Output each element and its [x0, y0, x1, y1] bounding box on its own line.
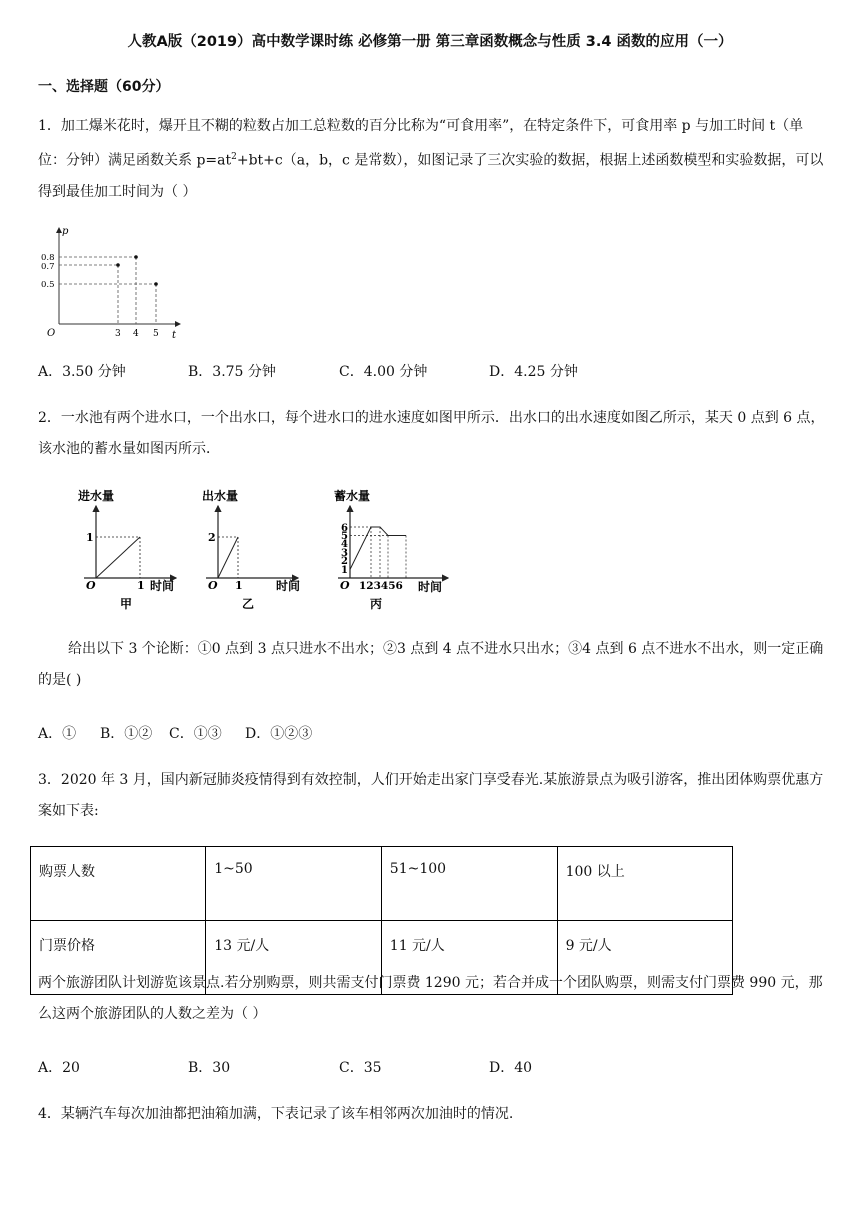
question-4-text: 4．某辆汽车每次加油都把油箱加满，下表记录了该车相邻两次加油时的情况. [38, 1106, 514, 1122]
q2-figure-jia [78, 486, 188, 616]
option-b[interactable]: B．30 [188, 1060, 231, 1076]
q1-graph [38, 224, 188, 344]
y-tick-label: 0.5 [41, 280, 55, 290]
data-point-5 [154, 282, 158, 286]
data-point-4 [134, 255, 138, 259]
option-d[interactable]: D．4.25 分钟 [489, 364, 578, 380]
section-heading: 一、选择题（60分） [38, 79, 170, 95]
svg-text:O: O [340, 579, 350, 592]
q3-followup: 两个旅游团队计划游览该景点.若分别购票，则共需支付门票费 1290 元；若合并成一个团队购票，则需支付门票费 990 元，那么这两个旅游团队的人数之差为（ ） [38, 975, 823, 1022]
option-b[interactable]: B．①② [100, 726, 153, 742]
fig-ylabel: 出水量 [202, 489, 239, 503]
table-cell: 9 元/人 [557, 921, 732, 995]
table-cell: 100 以上 [557, 847, 732, 921]
question-1-text: 1．加工爆米花时，爆开且不糊的粒数占加工总粒数的百分比称为“可食用率”，在特定条件下，可食用率 p 与加工时间 t（单位：分钟）满足函数关系 $p=at^2+bt+c(a$，b，c 是常数），如图记录了三次实验的数据，根据上述函数模型和实验数据，可以得到最佳加工时间为（ ） [38, 118, 824, 200]
option-a[interactable]: A．3.50 分钟 [38, 364, 126, 380]
y-tick-label: 0.8 [41, 253, 55, 263]
svg-text:1: 1 [235, 579, 243, 592]
q2-statement: 给出以下 3 个论断：①0 点到 3 点只进水不出水；②3 点到 4 点不进水只出水；③4 点到 6 点不进水不出水，则一定正确的是( ) [38, 641, 824, 688]
q2-figure-yi [200, 486, 310, 616]
y-axis-label: p [62, 226, 69, 237]
question-3-text: 3．2020 年 3 月，国内新冠肺炎疫情得到有效控制，人们开始走出家门享受春光.某旅游景点为吸引游客，推出团体购票优惠方案如下表: [38, 772, 824, 819]
svg-text:6: 6 [341, 523, 348, 534]
table-cell: 1~50 [206, 847, 382, 921]
x-tick-label: 3 [115, 329, 121, 339]
option-a[interactable]: A．20 [38, 1060, 80, 1076]
option-a[interactable]: A．① [38, 726, 77, 742]
svg-text:1: 1 [137, 579, 145, 592]
x-tick-label: 5 [153, 329, 159, 339]
svg-text:O: O [86, 579, 96, 592]
svg-text:1: 1 [341, 565, 348, 576]
svg-text:5: 5 [341, 531, 348, 542]
q1-options [38, 361, 828, 383]
svg-text:1: 1 [86, 531, 94, 544]
table-cell: 购票人数 [31, 847, 206, 921]
option-d[interactable]: D．①②③ [245, 726, 313, 742]
option-d[interactable]: D．40 [489, 1060, 533, 1076]
table-cell: 13 元/人 [206, 921, 382, 995]
svg-text:2: 2 [341, 556, 348, 567]
table-row [31, 847, 733, 921]
fig-caption: 乙 [242, 597, 255, 611]
svg-text:时间: 时间 [150, 579, 175, 593]
question-2-text: 2．一水池有两个进水口，一个出水口，每个进水口的进水速度如图甲所示．出水口的出水速度如图乙所示，某天 0 点到 6 点，该水池的蓄水量如图丙所示． [38, 410, 825, 457]
svg-text:3: 3 [341, 548, 348, 559]
q2-figure-bing [330, 486, 455, 616]
data-point-3 [116, 263, 120, 267]
fig-ylabel: 进水量 [78, 489, 115, 503]
x-tick-label: 4 [133, 329, 139, 339]
fig-caption: 甲 [120, 597, 133, 611]
fig-ylabel: 蓄水量 [334, 489, 371, 503]
table-cell: 11 元/人 [381, 921, 557, 995]
fig-caption: 丙 [370, 597, 383, 611]
svg-text:O: O [208, 579, 218, 592]
svg-text:时间: 时间 [418, 580, 443, 594]
q2-options [38, 723, 828, 745]
option-c[interactable]: C．35 [339, 1060, 382, 1076]
table-cell: 51~100 [381, 847, 557, 921]
x-axis-label: t [172, 330, 177, 341]
option-c[interactable]: C．①③ [169, 726, 222, 742]
option-c[interactable]: C．4.00 分钟 [339, 364, 428, 380]
y-tick-label: 0.7 [41, 262, 55, 272]
svg-text:4: 4 [341, 539, 348, 550]
svg-text:123456: 123456 [359, 580, 403, 592]
option-b[interactable]: B．3.75 分钟 [188, 364, 276, 380]
origin-label: O [47, 328, 56, 339]
page-title: 人教A版（2019）高中数学课时练 必修第一册 第三章函数概念与性质 3.4 函数的应用（一） [127, 34, 733, 50]
table-cell: 门票价格 [31, 921, 206, 995]
q3-options [38, 1057, 828, 1079]
svg-text:时间: 时间 [276, 579, 301, 593]
svg-text:2: 2 [208, 531, 216, 544]
